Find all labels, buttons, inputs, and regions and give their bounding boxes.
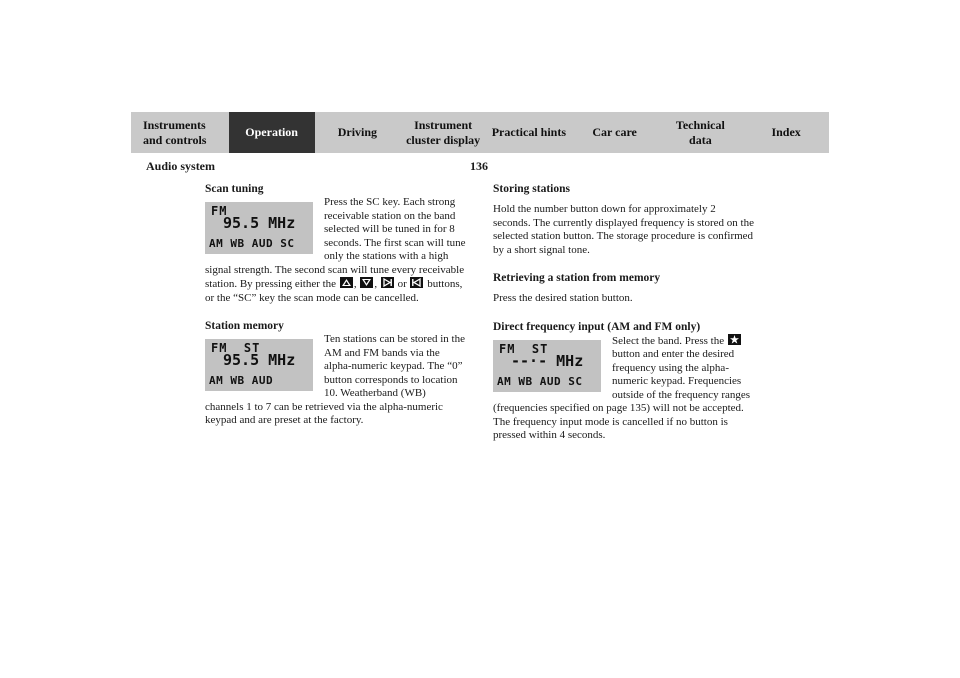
scan-text-a: Press the SC key. Each strong receivable station on the band selected will be tuned in for 8 seconds. The first scan will tune only the stations with a high signal strength. The second scan will tune every receivable station. By pressing either the [205, 196, 466, 290]
seek-forward-icon [381, 277, 394, 288]
direct-input-heading: Direct frequency input (AM and FM only) [493, 320, 701, 333]
tab-instruments-and-controls[interactable]: Instruments and controls [131, 112, 229, 153]
display-line-modes: AM WB AUD [209, 374, 274, 387]
display-line-band: FM [211, 204, 228, 218]
station-memory-text: Ten stations can be stored in the AM and FM bands via the alpha-numeric keypad. The “0” button corresponds to location 10. Weatherband (WB) channels 1 to 7 can be retrieved via the alpha-numeric keypad and are preset at the factory. [205, 333, 465, 426]
display-line-modes: AM WB AUD SC [497, 374, 583, 388]
down-arrow-icon [360, 277, 373, 288]
retrieving-text: Press the desired station button. [493, 292, 633, 304]
direct-text-b: button and enter the desired frequency using the alpha-numeric keypad. Frequencies outside of the frequency ranges (frequencies specified on page 135) will not be accepted. The frequency input mode is cancelled if no button is pressed within 4 seconds. [493, 348, 751, 441]
display-line-frequency: 95.5 MHz [223, 214, 296, 232]
direct-text-a: Select the band. Press the [612, 334, 725, 347]
display-line-modes: AM WB AUD SC [209, 237, 295, 250]
tab-index[interactable]: Index [743, 112, 829, 153]
display-line-band: FM ST [499, 341, 549, 356]
scan-sep-1: , [353, 278, 357, 290]
retrieving-heading: Retrieving a station from memory [493, 272, 661, 284]
storing-stations-heading: Storing stations [493, 183, 570, 195]
scan-sep-2: , [374, 278, 378, 290]
seek-backward-icon [410, 277, 423, 288]
display-line-frequency: --·- MHz [511, 351, 584, 370]
page-title: Audio system [146, 159, 216, 173]
radio-display-memory [205, 339, 313, 391]
page-number: 136 [470, 159, 488, 173]
left-column [205, 182, 467, 428]
radio-display-direct-input [493, 340, 601, 392]
scan-tuning-heading: Scan tuning [205, 183, 264, 195]
station-memory-section [205, 319, 467, 428]
section-tabs [131, 112, 829, 153]
display-line-band: FM ST [211, 341, 261, 355]
tab-operation[interactable]: Operation [229, 112, 315, 153]
storing-stations-text: Hold the number button down for approximately 2 seconds. The currently displayed frequency is stored on the selected station button. The storage procedure is confirmed by a short signal tone. [493, 203, 754, 256]
scan-text-or: or [397, 278, 407, 290]
retrieving-section [493, 271, 755, 306]
scan-tuning-section [205, 182, 467, 305]
tab-technical-data[interactable]: Technical data [658, 112, 744, 153]
tab-driving[interactable]: Driving [315, 112, 401, 153]
scan-text-b: buttons, or the “SC” key the scan mode can be cancelled. [205, 278, 463, 304]
display-line-frequency: 95.5 MHz [223, 351, 296, 369]
tab-practical-hints[interactable]: Practical hints [486, 112, 572, 153]
tab-instrument-cluster-display[interactable]: Instrument cluster display [400, 112, 486, 153]
direct-input-section [493, 320, 755, 443]
right-column [493, 182, 755, 443]
station-memory-heading: Station memory [205, 320, 284, 332]
up-arrow-icon [340, 277, 353, 288]
star-icon [728, 334, 741, 345]
tab-car-care[interactable]: Car care [572, 112, 658, 153]
storing-stations-section [493, 182, 755, 257]
radio-display-scan [205, 202, 313, 254]
